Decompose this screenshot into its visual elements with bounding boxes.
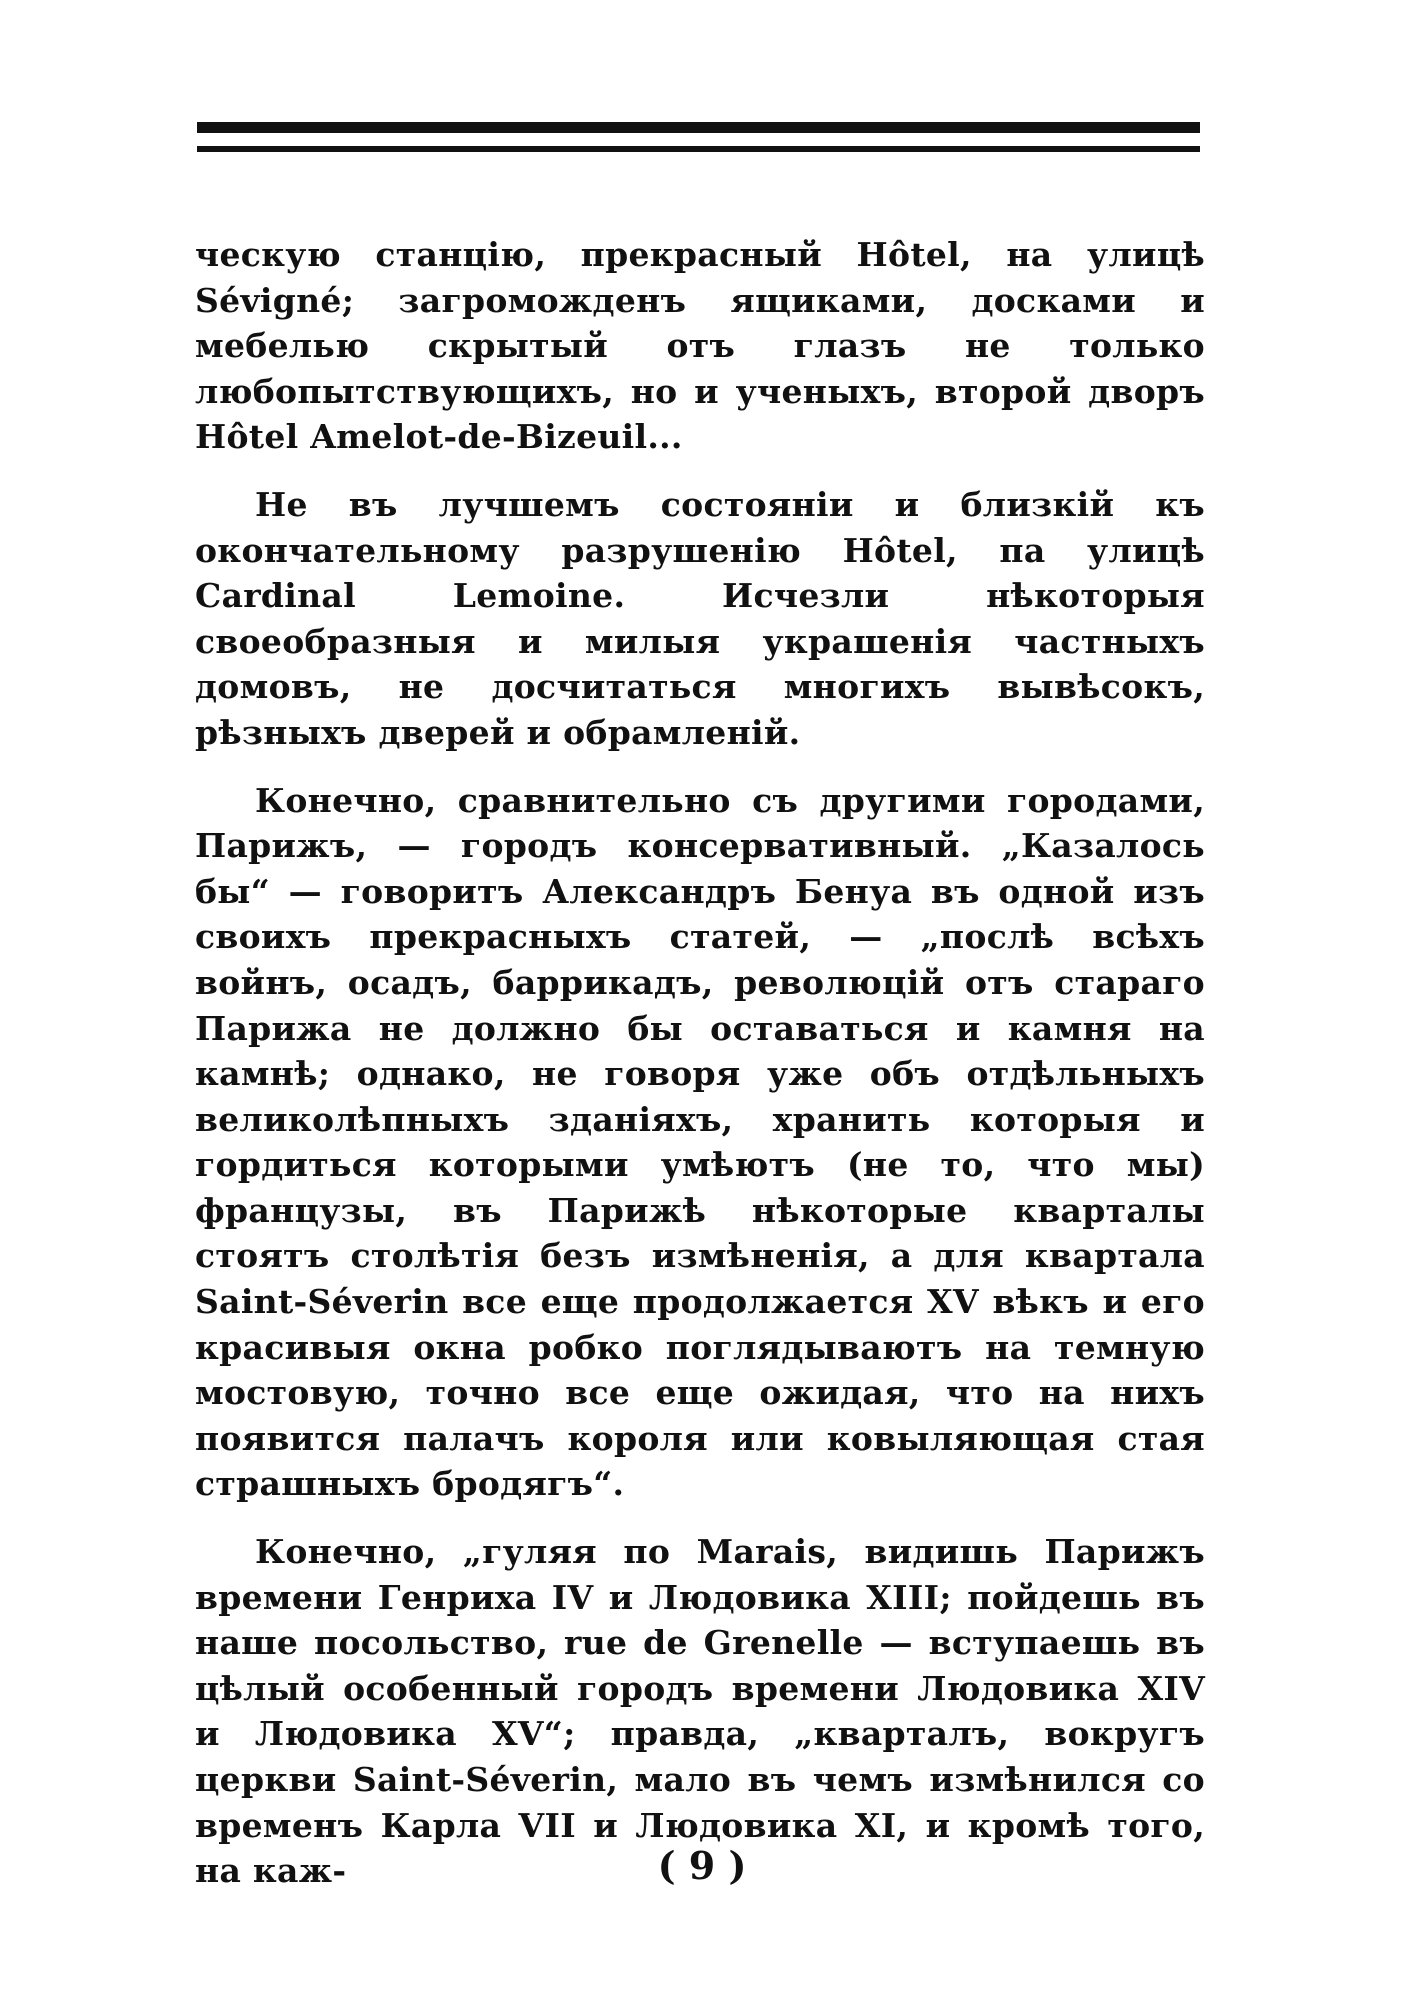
paragraph-3: Конечно, сравнительно съ другими городами, Парижъ, — городъ консервативный. „Казалось бы“ — говоритъ Александръ Бенуа въ одной изъ своихъ прекрасныхъ статей, — „послѣ всѣхъ войнъ, осадъ, баррикадъ, революцій отъ стараго Парижа не должно бы оставаться и камня на камнѣ; однако, не говоря уже объ отдѣльныхъ великолѣпныхъ зданіяхъ, хранить которыя и гордиться которыми умѣютъ (не то, что мы) французы, въ Парижѣ нѣкоторые кварталы стоятъ столѣтія безъ измѣненія, а для квартала Saint-Séverin все еще продолжается XV вѣкъ и его красивыя окна робко поглядываютъ на темную мостовую, точно все еще ожидая, что на нихъ появится палачъ короля или ковыляющая стая страшныхъ бродягъ“. <box>195 780 1205 1504</box>
header-rule-thin <box>197 146 1200 152</box>
page-number: ( 9 ) <box>657 1843 747 1888</box>
paragraph-1: ческую станцію, прекрасный Hôtel, на улицѣ Sévigné; загроможденъ ящиками, досками и мебелью скрытый отъ глазъ не только любопытствующихъ, но и ученыхъ, второй дворъ Hôtel Amelot-de-Bizeuil... <box>195 235 1205 457</box>
header-rule-thick <box>197 122 1200 133</box>
paragraph-4: Конечно, „гуляя по Marais, видишь Парижъ времени Генриха IV и Людовика XIII; пойдешь въ наше посольство, rue de Grenelle — вступаешь въ цѣлый особенный городъ времени Людовика XIV и Людовика XV“; правда, „кварталъ, вокругъ церкви Saint-Séverin, мало въ чемъ измѣнился со временъ Карла VII и Людовика XI, и кромѣ того, на каж- <box>195 1532 1205 1891</box>
paragraph-2: Не въ лучшемъ состояніи и близкій къ окончательному разрушенію Hôtel, па улицѣ Cardinal Lemoine. Исчезли нѣкоторыя своеобразныя и милыя украшенія частныхъ домовъ, не досчитаться многихъ вывѣсокъ, рѣзныхъ дверей и обрамленій. <box>195 484 1205 752</box>
body-text <box>195 232 1205 1916</box>
